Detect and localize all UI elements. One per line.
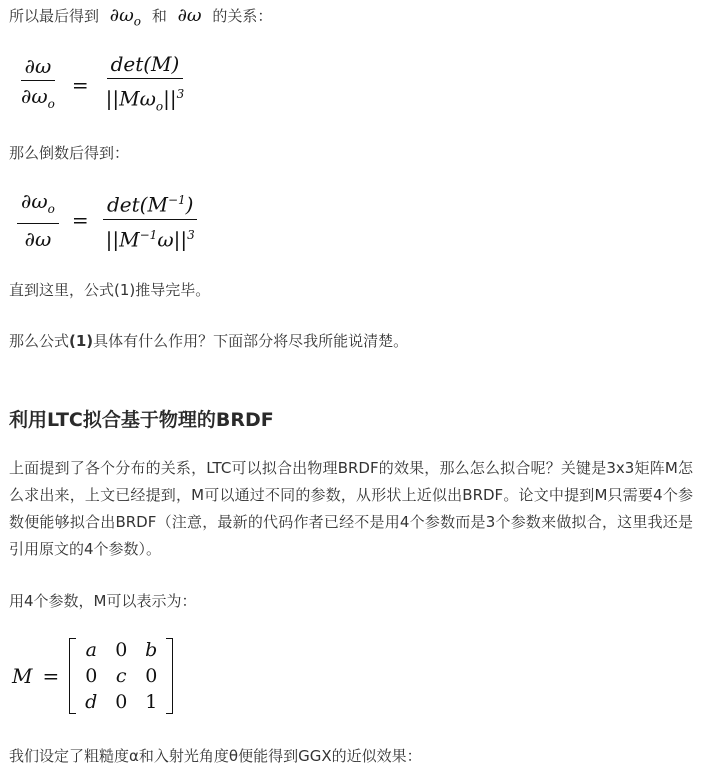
matrix-cell: 0 (145, 665, 158, 687)
matrix-cell: c (115, 665, 127, 687)
matrix-cell: d (85, 691, 98, 713)
text-params: 用4个参数，M可以表示为： (9, 592, 197, 610)
matrix-cell: 0 (115, 639, 128, 661)
section-heading: 利用LTC拟合基于物理的BRDF (9, 409, 274, 431)
text-inverse: 那么倒数后得到： (9, 144, 130, 162)
eq1-lhs-fraction: $\frac{\partial\omega}{\partial\omega_o}$ (21, 54, 55, 112)
equation-2 (14, 188, 202, 251)
matrix-body (76, 638, 166, 714)
equals-sign: = (42, 664, 60, 688)
right-bracket (166, 638, 173, 714)
matrix-cell: 0 (115, 691, 128, 713)
equation-1 (14, 52, 191, 119)
matrix-brackets (69, 638, 173, 714)
matrix-equation (12, 638, 173, 714)
matrix-cell: 0 (85, 665, 98, 687)
matrix-cell: a (85, 639, 97, 661)
text-derivation-done: 直到这里，公式(1)推导完毕。 (9, 281, 211, 299)
equals-sign: = (71, 207, 89, 232)
text-ggx: 我们设定了粗糙度α和入射光角度θ便能得到GGX的近似效果： (9, 747, 422, 765)
eq2-lhs-fraction: $\frac{\partial\omega_o}{\partial\omega}$ (17, 189, 59, 251)
matrix-cell: 1 (145, 691, 158, 713)
intro-line: 所以最后得到 $\partial\omega_o$ 和 ∂ω 的关系： (9, 5, 273, 29)
partial-omega-o: $\partial\omega_o$ (109, 5, 142, 29)
eq1-rhs-fraction: $\frac{\det(M)}{||M\omega_o||^3}$ (105, 52, 185, 114)
left-bracket (69, 638, 76, 714)
matrix-label: M (12, 664, 33, 688)
main-paragraph: 上面提到了各个分布的关系，LTC可以拟合出物理BRDF的效果，那么怎么拟合呢？关键是3x3矩阵M怎么求出来，上文已经提到，M可以通过不同的参数，从形状上近似出BRDF。论文中提到M只需要4个参数便能够拟合出BRDF（注意，最新的代码作者已经不是用4个参数而是3个参数来做拟合，这里我还是引用原文的4个参数）。 (9, 459, 693, 558)
eq2-rhs-fraction: $\frac{\det(M^{-1})}{||M^{-1}\omega||^3}$ (102, 188, 199, 251)
matrix-cell: b (145, 639, 158, 661)
text-question: 那么公式(1)具体有什么作用？下面部分将尽我所能说清楚。 (9, 332, 409, 350)
equals-sign: = (71, 73, 89, 98)
partial-omega: ∂ω (177, 5, 202, 26)
